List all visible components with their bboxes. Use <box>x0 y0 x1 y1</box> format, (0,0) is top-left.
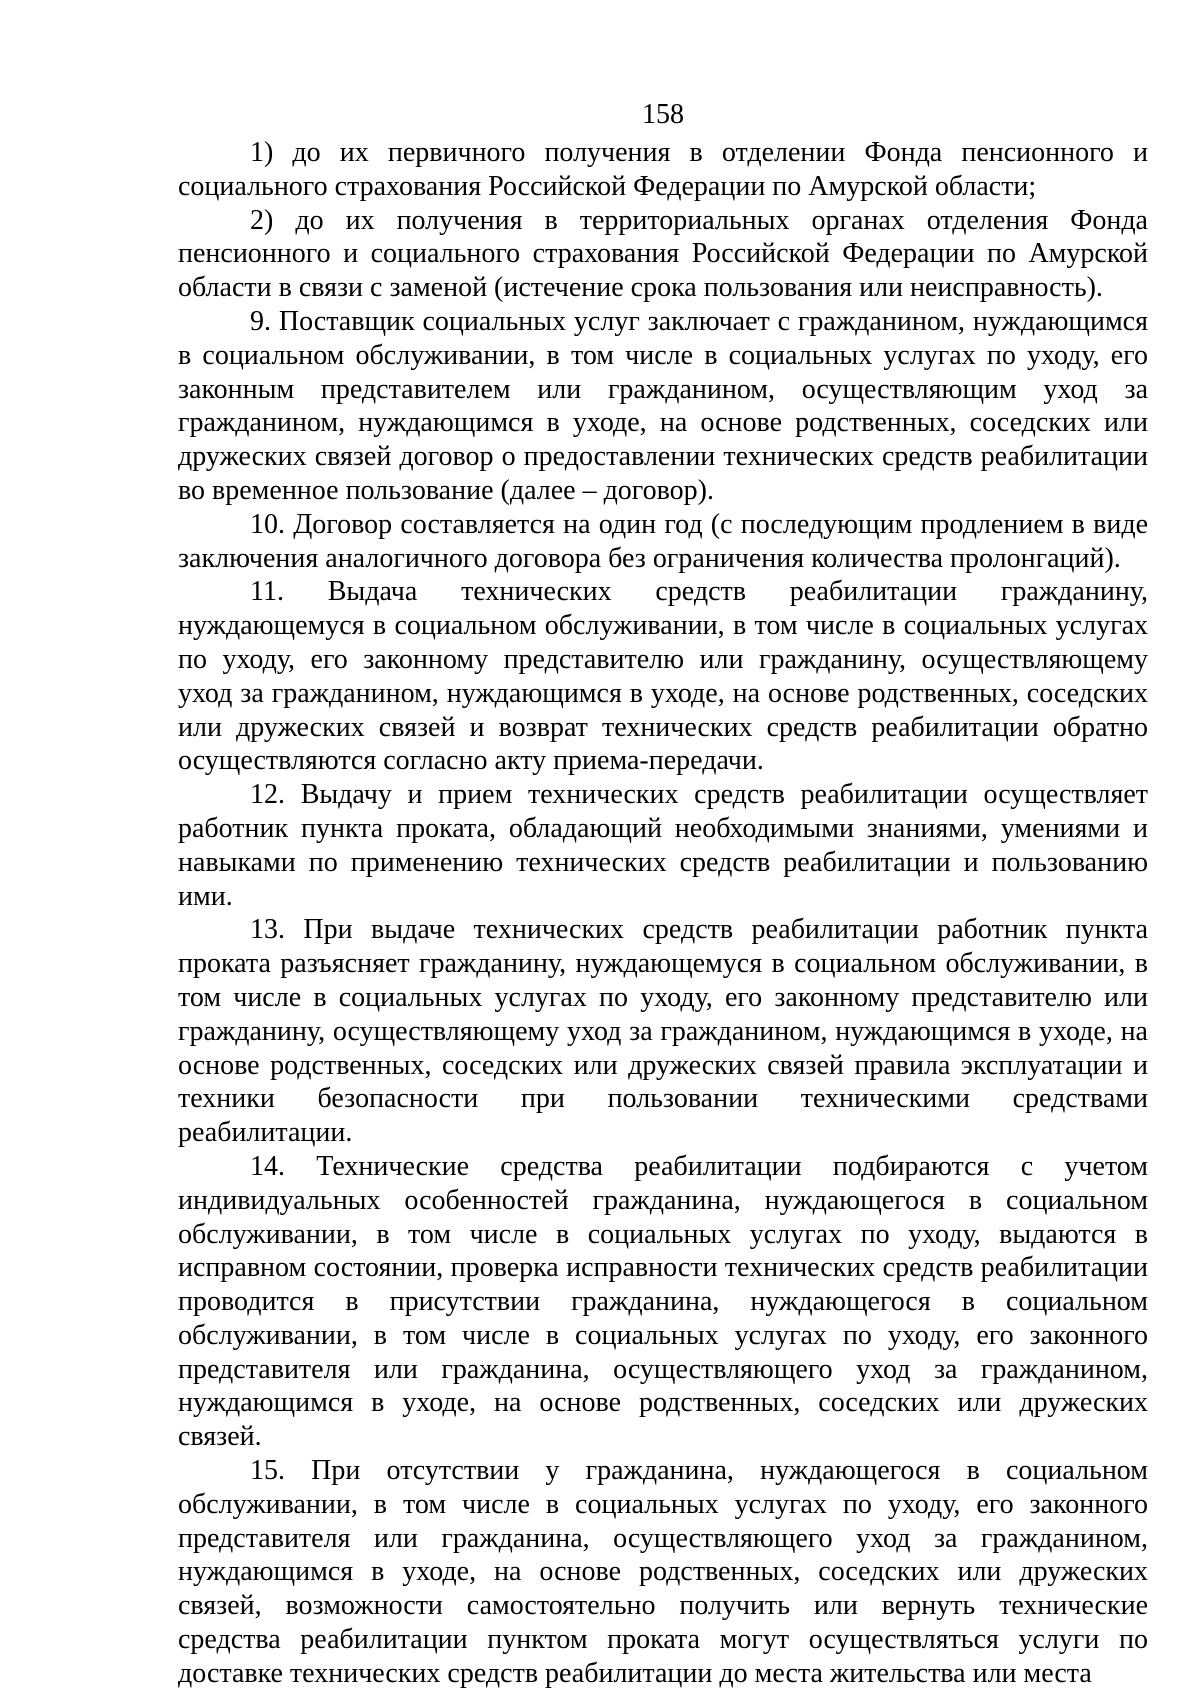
para-clause-14: 14. Технические средства реабилитации подбираются с учетом индивидуальных особенностей гражданина, нуждающегося в социальном обслуживании, в том числе в социальных услугах по уходу, выдаются в исправном состоянии, проверка исправности технических средств реабилитации проводится в присутствии гражданина, нуждающегося в социальном обслуживании, в том числе в социальных услугах по уходу, его законного представителя или гражданина, осуществляющего уход за гражданином, нуждающимся в уходе, на основе родственных, соседских или дружеских связей. <box>178 1150 1148 1453</box>
para-clause-10: 10. Договор составляется на один год (с последующим продлением в виде заключения аналогичного договора без ограничения количества пролонгаций). <box>178 508 1148 574</box>
para-clause-12: 12. Выдачу и прием технических средств реабилитации осуществляет работник пункта проката, обладающий необходимыми знаниями, умениями и навыками по применению технических средств реабилитации и пользованию ими. <box>178 779 1148 912</box>
para-clause-13: 13. При выдаче технических средств реабилитации работник пункта проката разъясняет гражданину, нуждающемуся в социальном обслуживании, в том числе в социальных услугах по уходу, его законному представителю или гражданину, осуществляющему уход за гражданином, нуждающимся в уходе, на основе родственных, соседских или дружеских связей правила эксплуатации и техники безопасности при пользовании техническими средствами реабилитации. <box>178 914 1148 1149</box>
para-subitem-2: 2) до их получения в территориальных органах отделения Фонда пенсионного и социального страхования Российской Федерации по Амурской области в связи с заменой (истечение срока пользования или неисправность). <box>178 204 1148 304</box>
para-clause-11: 11. Выдача технических средств реабилитации гражданину, нуждающемуся в социальном обслуживании, в том числе в социальных услугах по уходу, его законному представителю или гражданину, осуществляющему уход за гражданином, нуждающимся в уходе, на основе родственных, соседских или дружеских связей и возврат технических средств реабилитации обратно осуществляются согласно акту приема-передачи. <box>178 576 1148 777</box>
page-number: 158 <box>642 99 684 130</box>
para-subitem-1: 1) до их первичного получения в отделении Фонда пенсионного и социального страхования Российской Федерации по Амурской области; <box>178 137 1148 202</box>
para-clause-9: 9. Поставщик социальных услуг заключает с гражданином, нуждающимся в социальном обслуживании, в том числе в социальных услугах по уходу, его законным представителем или гражданином, осуществляющим уход за гражданином, нуждающимся в уходе, на основе родственных, соседских или дружеских связей договор о предоставлении технических средств реабилитации во временное пользование (далее – договор). <box>178 305 1148 506</box>
para-clause-15: 15. При отсутствии у гражданина, нуждающегося в социальном обслуживании, в том числе в социальных услугах по уходу, его законного представителя или гражданина, осуществляющего уход за гражданином, нуждающимся в уходе, на основе родственных, соседских или дружеских связей, возможности самостоятельно получить или вернуть технические средства реабилитации пунктом проката могут осуществляться услуги по доставке технических средств реабилитации до места жительства или места <box>178 1455 1148 1689</box>
document-text <box>178 136 1148 1691</box>
